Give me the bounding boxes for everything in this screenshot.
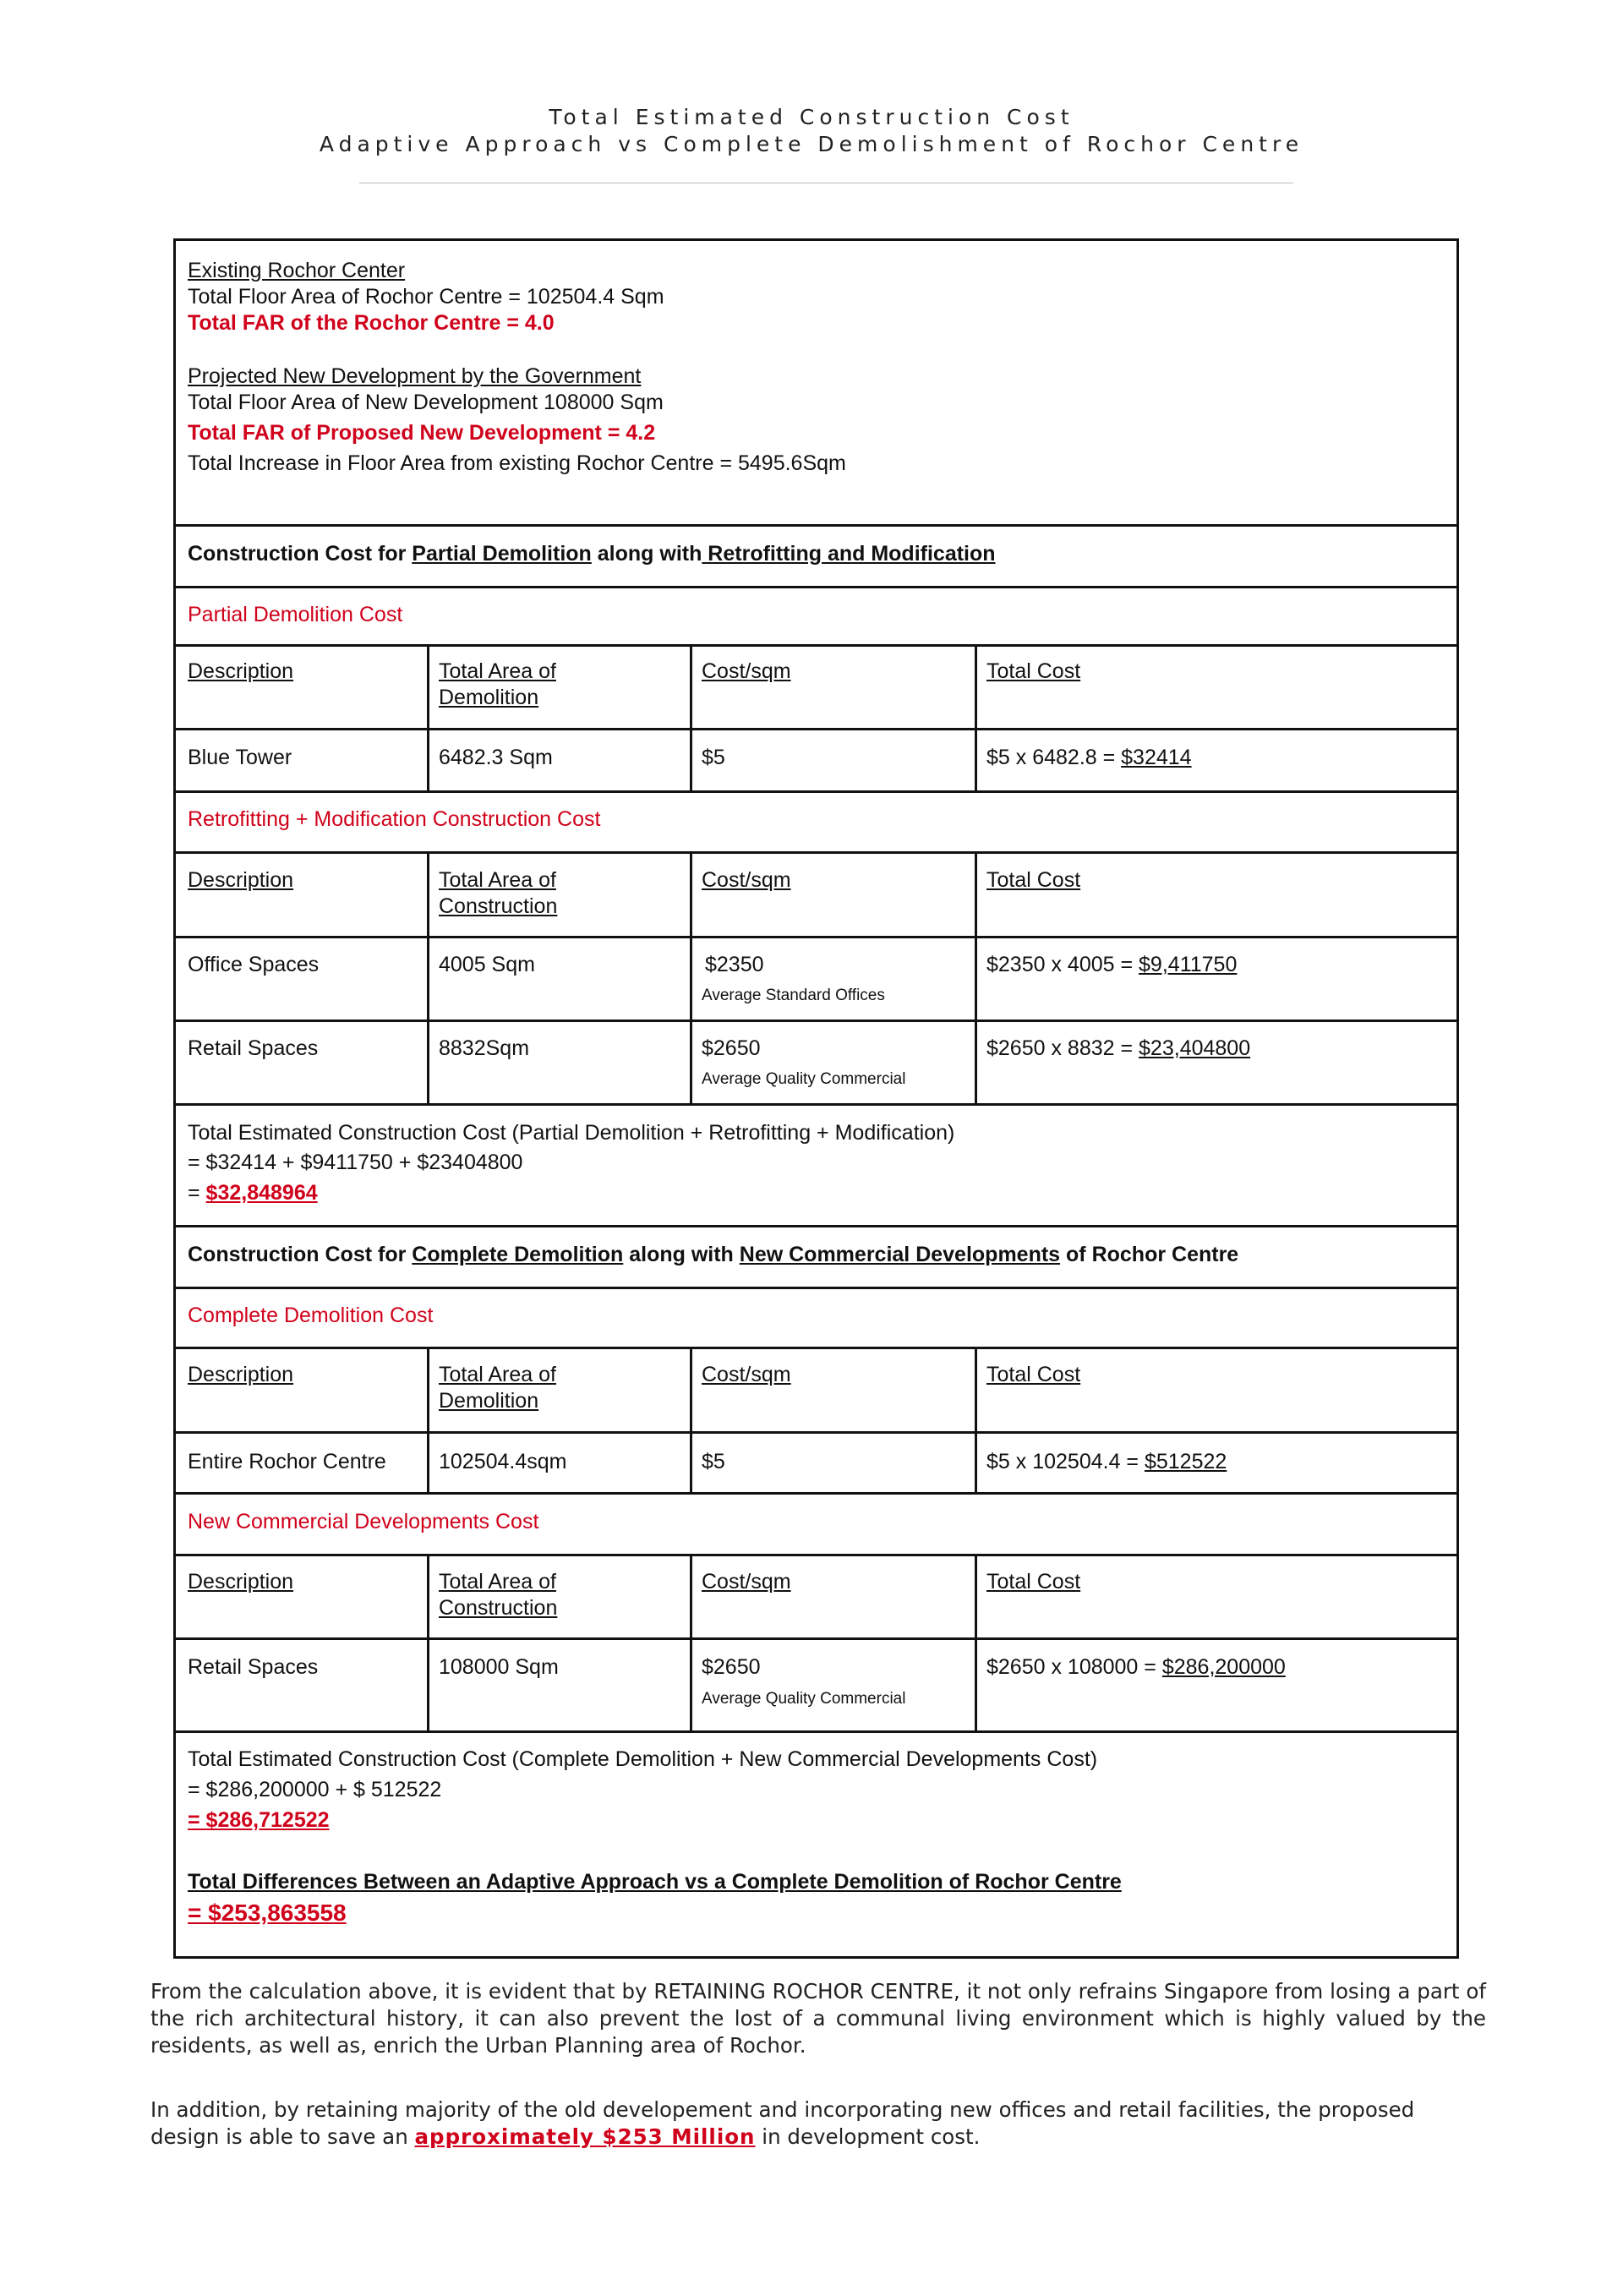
- col-header-description: Description: [188, 659, 294, 683]
- cell-cost: $5: [702, 746, 725, 769]
- complete-section-heading: [188, 1242, 1238, 1268]
- divider: [176, 1347, 1456, 1349]
- total-value: $23,404800: [1139, 1036, 1251, 1060]
- paragraph-text: in development cost.: [755, 2124, 981, 2149]
- existing-floor-area: Total Floor Area of Rochor Centre = 102504.4 Sqm: [188, 285, 664, 309]
- col-header-area: Construction: [439, 894, 558, 918]
- heading-emphasis: Partial Demolition: [412, 542, 592, 566]
- total-formula: $5 x 102504.4 =: [986, 1450, 1145, 1473]
- divider: [176, 586, 1456, 588]
- divider: [176, 728, 1456, 730]
- col-header-total: Total Cost: [986, 659, 1081, 683]
- col-divider: [690, 1554, 692, 1730]
- partial-summary-formula: = $32414 + $9411750 + $23404800: [188, 1151, 523, 1174]
- cell-cost: $2350: [705, 953, 764, 976]
- projected-heading: Projected New Development by the Government: [188, 364, 642, 388]
- divider: [176, 1225, 1456, 1227]
- col-header-area: Demolition: [439, 1389, 539, 1413]
- total-value: $32414: [1121, 746, 1192, 769]
- col-header-area: Demolition: [439, 686, 539, 709]
- total-formula: $5 x 6482.8 =: [986, 746, 1122, 769]
- col-header-cost: Cost/sqm: [702, 659, 791, 683]
- paragraph-text: In addition, by retaining majority of the old developement and incorporating new offices and retail facilities, the proposed design is able to save an: [150, 2097, 1415, 2149]
- divider: [176, 1287, 1456, 1289]
- col-divider: [690, 1347, 692, 1492]
- partial-summary-label: Total Estimated Construction Cost (Partial Demolition + Retrofitting + Modification): [188, 1121, 955, 1145]
- conclusion-paragraph-1: From the calculation above, it is evident that by RETAINING ROCHOR CENTRE, it not only refrains Singapore from losing a part of the rich architectural history, it can also prevent the lost of a communal living environment which is highly valued by the residents, as well as, enrich the Urban Planning area of Rochor.: [150, 1979, 1486, 2058]
- summary-total-value: $32,848964: [205, 1181, 318, 1205]
- cell-description: Retail Spaces: [188, 1036, 319, 1060]
- new-development-title: New Commercial Developments Cost: [188, 1510, 539, 1533]
- col-divider: [975, 1554, 977, 1730]
- col-divider: [427, 1554, 429, 1730]
- divider: [176, 1020, 1456, 1022]
- col-header-cost: Cost/sqm: [702, 868, 791, 892]
- projected-far: Total FAR of Proposed New Development = 4.2: [188, 421, 656, 445]
- col-header-description: Description: [188, 1363, 294, 1386]
- complete-summary-total: = $286,712522: [188, 1808, 330, 1832]
- total-formula: $2650 x 8832 =: [986, 1036, 1139, 1060]
- partial-section-heading: [188, 541, 996, 567]
- cell-description: Blue Tower: [188, 746, 292, 769]
- partial-summary-total: [188, 1180, 318, 1206]
- total-value: $9,411750: [1139, 953, 1238, 976]
- cell-description: Entire Rochor Centre: [188, 1450, 386, 1473]
- divider: [176, 1637, 1456, 1640]
- col-divider: [427, 1347, 429, 1492]
- col-header-area: Construction: [439, 1596, 558, 1620]
- col-divider: [975, 851, 977, 1103]
- total-formula: $2650 x 108000 =: [986, 1655, 1162, 1679]
- col-header-description: Description: [188, 1570, 294, 1594]
- cell-description: Retail Spaces: [188, 1655, 319, 1679]
- complete-summary-formula: = $286,200000 + $ 512522: [188, 1778, 442, 1801]
- heading-text: Construction Cost for: [188, 1243, 413, 1266]
- cell-description: Office Spaces: [188, 953, 320, 976]
- col-header-area: Total Area of: [439, 1363, 556, 1386]
- cell-cost-note: Average Quality Commercial: [702, 1690, 906, 1708]
- existing-far: Total FAR of the Rochor Centre = 4.0: [188, 311, 555, 335]
- total-value: $286,200000: [1161, 1655, 1286, 1679]
- cell-cost: $5: [702, 1450, 725, 1473]
- heading-emphasis: Retrofitting and Modification: [702, 542, 996, 566]
- divider: [176, 1554, 1456, 1556]
- total-value: $512522: [1144, 1450, 1227, 1473]
- page-title: Total Estimated Construction Cost: [549, 105, 1074, 129]
- divider: [176, 1103, 1456, 1106]
- col-divider: [690, 644, 692, 790]
- retrofit-title: Retrofitting + Modification Construction Cost: [188, 807, 601, 831]
- cell-cost: $2650: [702, 1036, 761, 1060]
- cell-area: 8832Sqm: [439, 1036, 530, 1060]
- cell-total: [986, 1654, 1286, 1681]
- col-header-area: Total Area of: [439, 1570, 556, 1594]
- divider: [176, 1730, 1456, 1733]
- partial-demolition-title: Partial Demolition Cost: [188, 603, 403, 626]
- total-formula: $2350 x 4005 =: [986, 953, 1139, 976]
- cell-area: 108000 Sqm: [439, 1655, 559, 1679]
- col-header-cost: Cost/sqm: [702, 1363, 791, 1386]
- difference-total: = $253,863558: [188, 1900, 347, 1926]
- divider: [176, 1492, 1456, 1495]
- divider: [176, 1431, 1456, 1434]
- cell-total: [986, 745, 1192, 771]
- col-header-total: Total Cost: [986, 868, 1081, 892]
- heading-text: of Rochor Centre: [1060, 1243, 1239, 1266]
- cell-area: 102504.4sqm: [439, 1450, 567, 1473]
- heading-emphasis: Complete Demolition: [412, 1243, 624, 1266]
- col-divider: [690, 851, 692, 1103]
- cost-table: [173, 238, 1459, 1959]
- col-divider: [975, 1347, 977, 1492]
- col-header-area: Total Area of: [439, 868, 556, 892]
- conclusion-paragraph-2: [150, 2096, 1486, 2151]
- cell-total: [986, 1449, 1227, 1475]
- divider: [176, 524, 1456, 527]
- heading-text: along with: [591, 542, 702, 566]
- col-divider: [427, 851, 429, 1103]
- divider: [176, 790, 1456, 793]
- cell-area: 4005 Sqm: [439, 953, 535, 976]
- col-header-total: Total Cost: [986, 1363, 1081, 1386]
- cell-total: [986, 1036, 1250, 1062]
- cell-total: [986, 952, 1237, 978]
- cell-area: 6482.3 Sqm: [439, 746, 553, 769]
- col-header-description: Description: [188, 868, 294, 892]
- divider: [176, 936, 1456, 938]
- floor-area-increase: Total Increase in Floor Area from existing Rochor Centre = 5495.6Sqm: [188, 451, 846, 475]
- col-divider: [427, 644, 429, 790]
- heading-emphasis: New Commercial Developments: [739, 1243, 1061, 1266]
- savings-highlight: approximately $253 Million: [414, 2124, 756, 2149]
- page-subtitle: Adaptive Approach vs Complete Demolishment of Rochor Centre: [319, 132, 1304, 156]
- difference-heading: Total Differences Between an Adaptive Approach vs a Complete Demolition of Rochor Centre: [188, 1870, 1122, 1894]
- cell-cost: $2650: [702, 1655, 761, 1679]
- heading-text: along with: [623, 1243, 740, 1266]
- divider: [176, 851, 1456, 854]
- projected-floor-area: Total Floor Area of New Development 108000 Sqm: [188, 391, 664, 414]
- col-header-cost: Cost/sqm: [702, 1570, 791, 1594]
- existing-heading: Existing Rochor Center: [188, 259, 406, 282]
- complete-summary-label: Total Estimated Construction Cost (Complete Demolition + New Commercial Developments Cost): [188, 1747, 1098, 1771]
- heading-text: Construction Cost for: [188, 542, 413, 566]
- cell-cost-note: Average Quality Commercial: [702, 1070, 906, 1088]
- divider: [176, 644, 1456, 647]
- cell-cost-note: Average Standard Offices: [702, 987, 885, 1004]
- col-header-area: Total Area of: [439, 659, 556, 683]
- col-header-total: Total Cost: [986, 1570, 1081, 1594]
- summary-eq: =: [188, 1181, 206, 1205]
- col-divider: [975, 644, 977, 790]
- complete-demolition-title: Complete Demolition Cost: [188, 1304, 434, 1327]
